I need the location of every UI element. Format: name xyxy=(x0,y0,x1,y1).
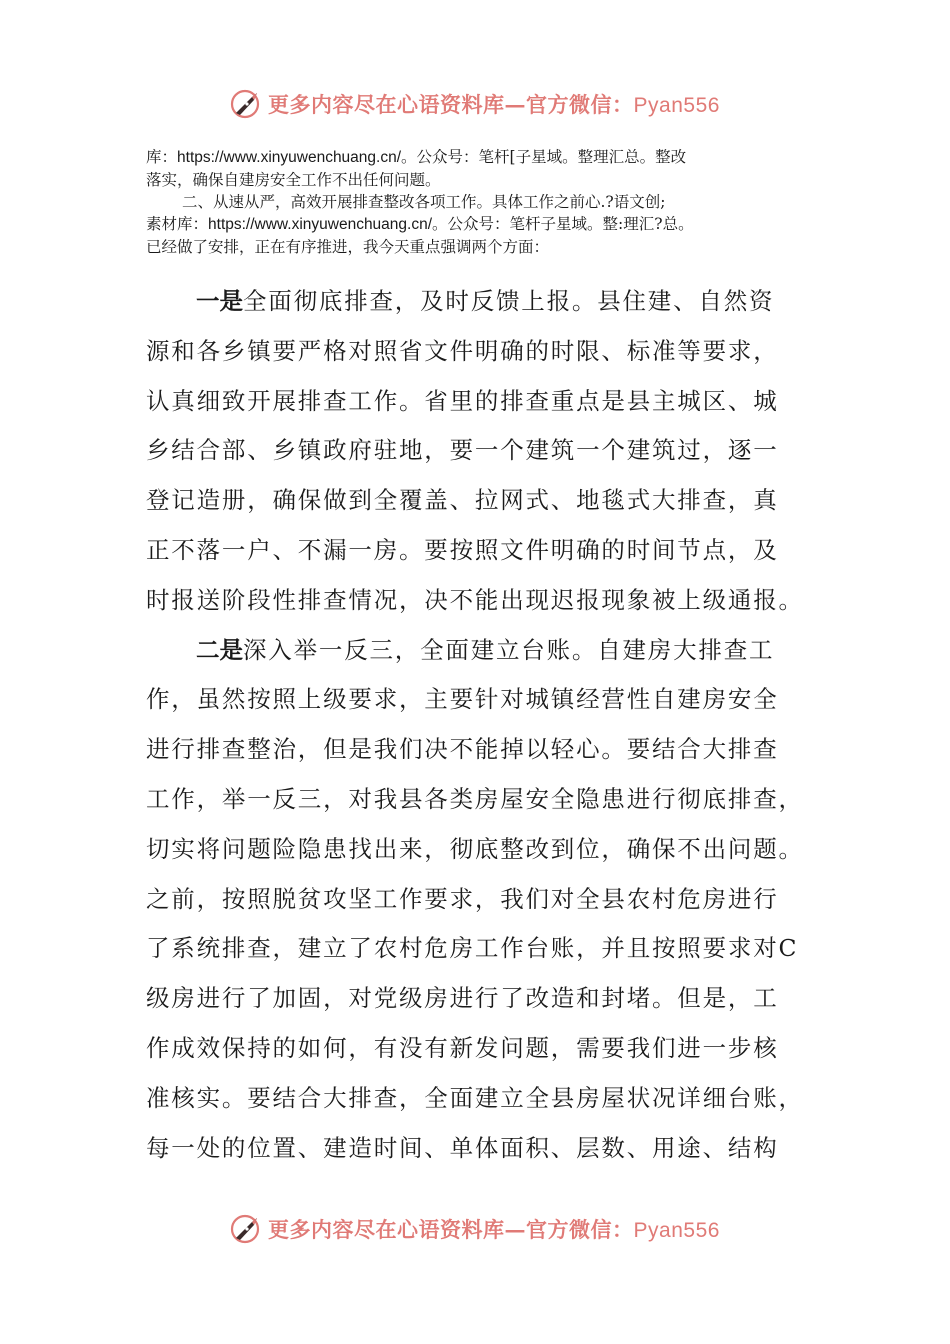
site-url: https://www.xinyuwenchuang.cn/ xyxy=(177,149,402,166)
paragraph-line: 了系统排查，建立了农村危房工作台账，并且按照要求对C xyxy=(146,934,799,963)
paragraph-line: 一是全面彻底排查，及时反馈上报。县住建、自然资 xyxy=(196,287,775,315)
paragraph-line: 源和各乡镇要严格对照省文件明确的时限、标准等要求， xyxy=(146,336,779,365)
paragraph-line: 作，虽然按照上级要求，主要针对城镇经营性自建房安全 xyxy=(146,685,779,714)
paragraph-lead: 二是 xyxy=(196,635,243,664)
paragraph-lead: 一是 xyxy=(196,287,243,315)
paragraph-line: 工作，举一反三，对我县各类房屋安全隐患进行彻底排查， xyxy=(146,784,804,813)
header-line-2: 落实，确保自建房安全工作不出任何问题。 xyxy=(146,171,441,189)
paragraph-line: 切实将问题险隐患找出来，彻底整改到位，确保不出问题。 xyxy=(146,834,804,863)
paragraph-line: 每一处的位置、建造时间、单体面积、层数、用途、结构 xyxy=(146,1133,779,1162)
paragraph-line: 之前，按照脱贫攻坚工作要求，我们对全县农村危房进行 xyxy=(146,884,779,913)
header-line-3: 二、从速从严，高效开展排查整改各项工作。具体工作之前心.?语文创; xyxy=(182,193,666,211)
banner-wechat-id: Pyan556 xyxy=(633,94,720,117)
banner-wechat-id: Pyan556 xyxy=(633,1219,720,1242)
site-url: https://www.xinyuwenchuang.cn/ xyxy=(208,216,433,233)
banner-text: 更多内容尽在心语资料库—官方微信：Pyan556 xyxy=(268,1217,720,1242)
header-paragraphs xyxy=(146,146,816,258)
paragraph-one xyxy=(146,277,810,626)
paragraph-line: 进行排查整治，但是我们决不能掉以轻心。要结合大排查 xyxy=(146,735,779,764)
paragraph-two xyxy=(146,626,810,1174)
paragraph-line: 时报送阶段性排查情况，决不能出现迟报现象被上级通报。 xyxy=(146,585,804,614)
paragraph-line: 级房进行了加固，对党级房进行了改造和封堵。但是，工 xyxy=(146,984,779,1013)
header-line-5: 已经做了安排，正在有序推进，我今天重点强调两个方面： xyxy=(146,238,550,256)
paragraph-line: 作成效保持的如何，有没有新发问题，需要我们进一步核 xyxy=(146,1033,779,1062)
header-line-1: 库：https://www.xinyuwenchuang.cn/。公众号：笔杆[子星域。整理汇总。整改 xyxy=(146,148,687,166)
banner-text: 更多内容尽在心语资料库—官方微信：Pyan556 xyxy=(268,92,720,117)
paragraph-line: 乡结合部、乡镇政府驻地，要一个建筑一个建筑过，逐一 xyxy=(146,436,779,465)
pen-nib-logo-icon xyxy=(230,87,264,121)
footer-banner xyxy=(0,1207,950,1251)
paragraph-line: 正不落一户、不漏一房。要按照文件明确的时间节点，及 xyxy=(146,535,779,564)
body-text xyxy=(146,277,810,1173)
paragraph-line: 准核实。要结合大排查，全面建立全县房屋状况详细台账， xyxy=(146,1083,804,1112)
paragraph-line: 认真细致开展排查工作。省里的排查重点是县主城区、城 xyxy=(146,386,779,415)
pen-nib-logo-icon xyxy=(230,1212,264,1246)
header-banner xyxy=(0,82,950,126)
paragraph-line: 登记造册，确保做到全覆盖、拉网式、地毯式大排查，真 xyxy=(146,486,779,515)
header-line-4: 素材库：https://www.xinyuwenchuang.cn/。公众号：笔杆子星域。整:理汇?总。 xyxy=(146,215,694,233)
paragraph-line: 二是深入举一反三，全面建立台账。自建房大排查工 xyxy=(196,635,775,664)
